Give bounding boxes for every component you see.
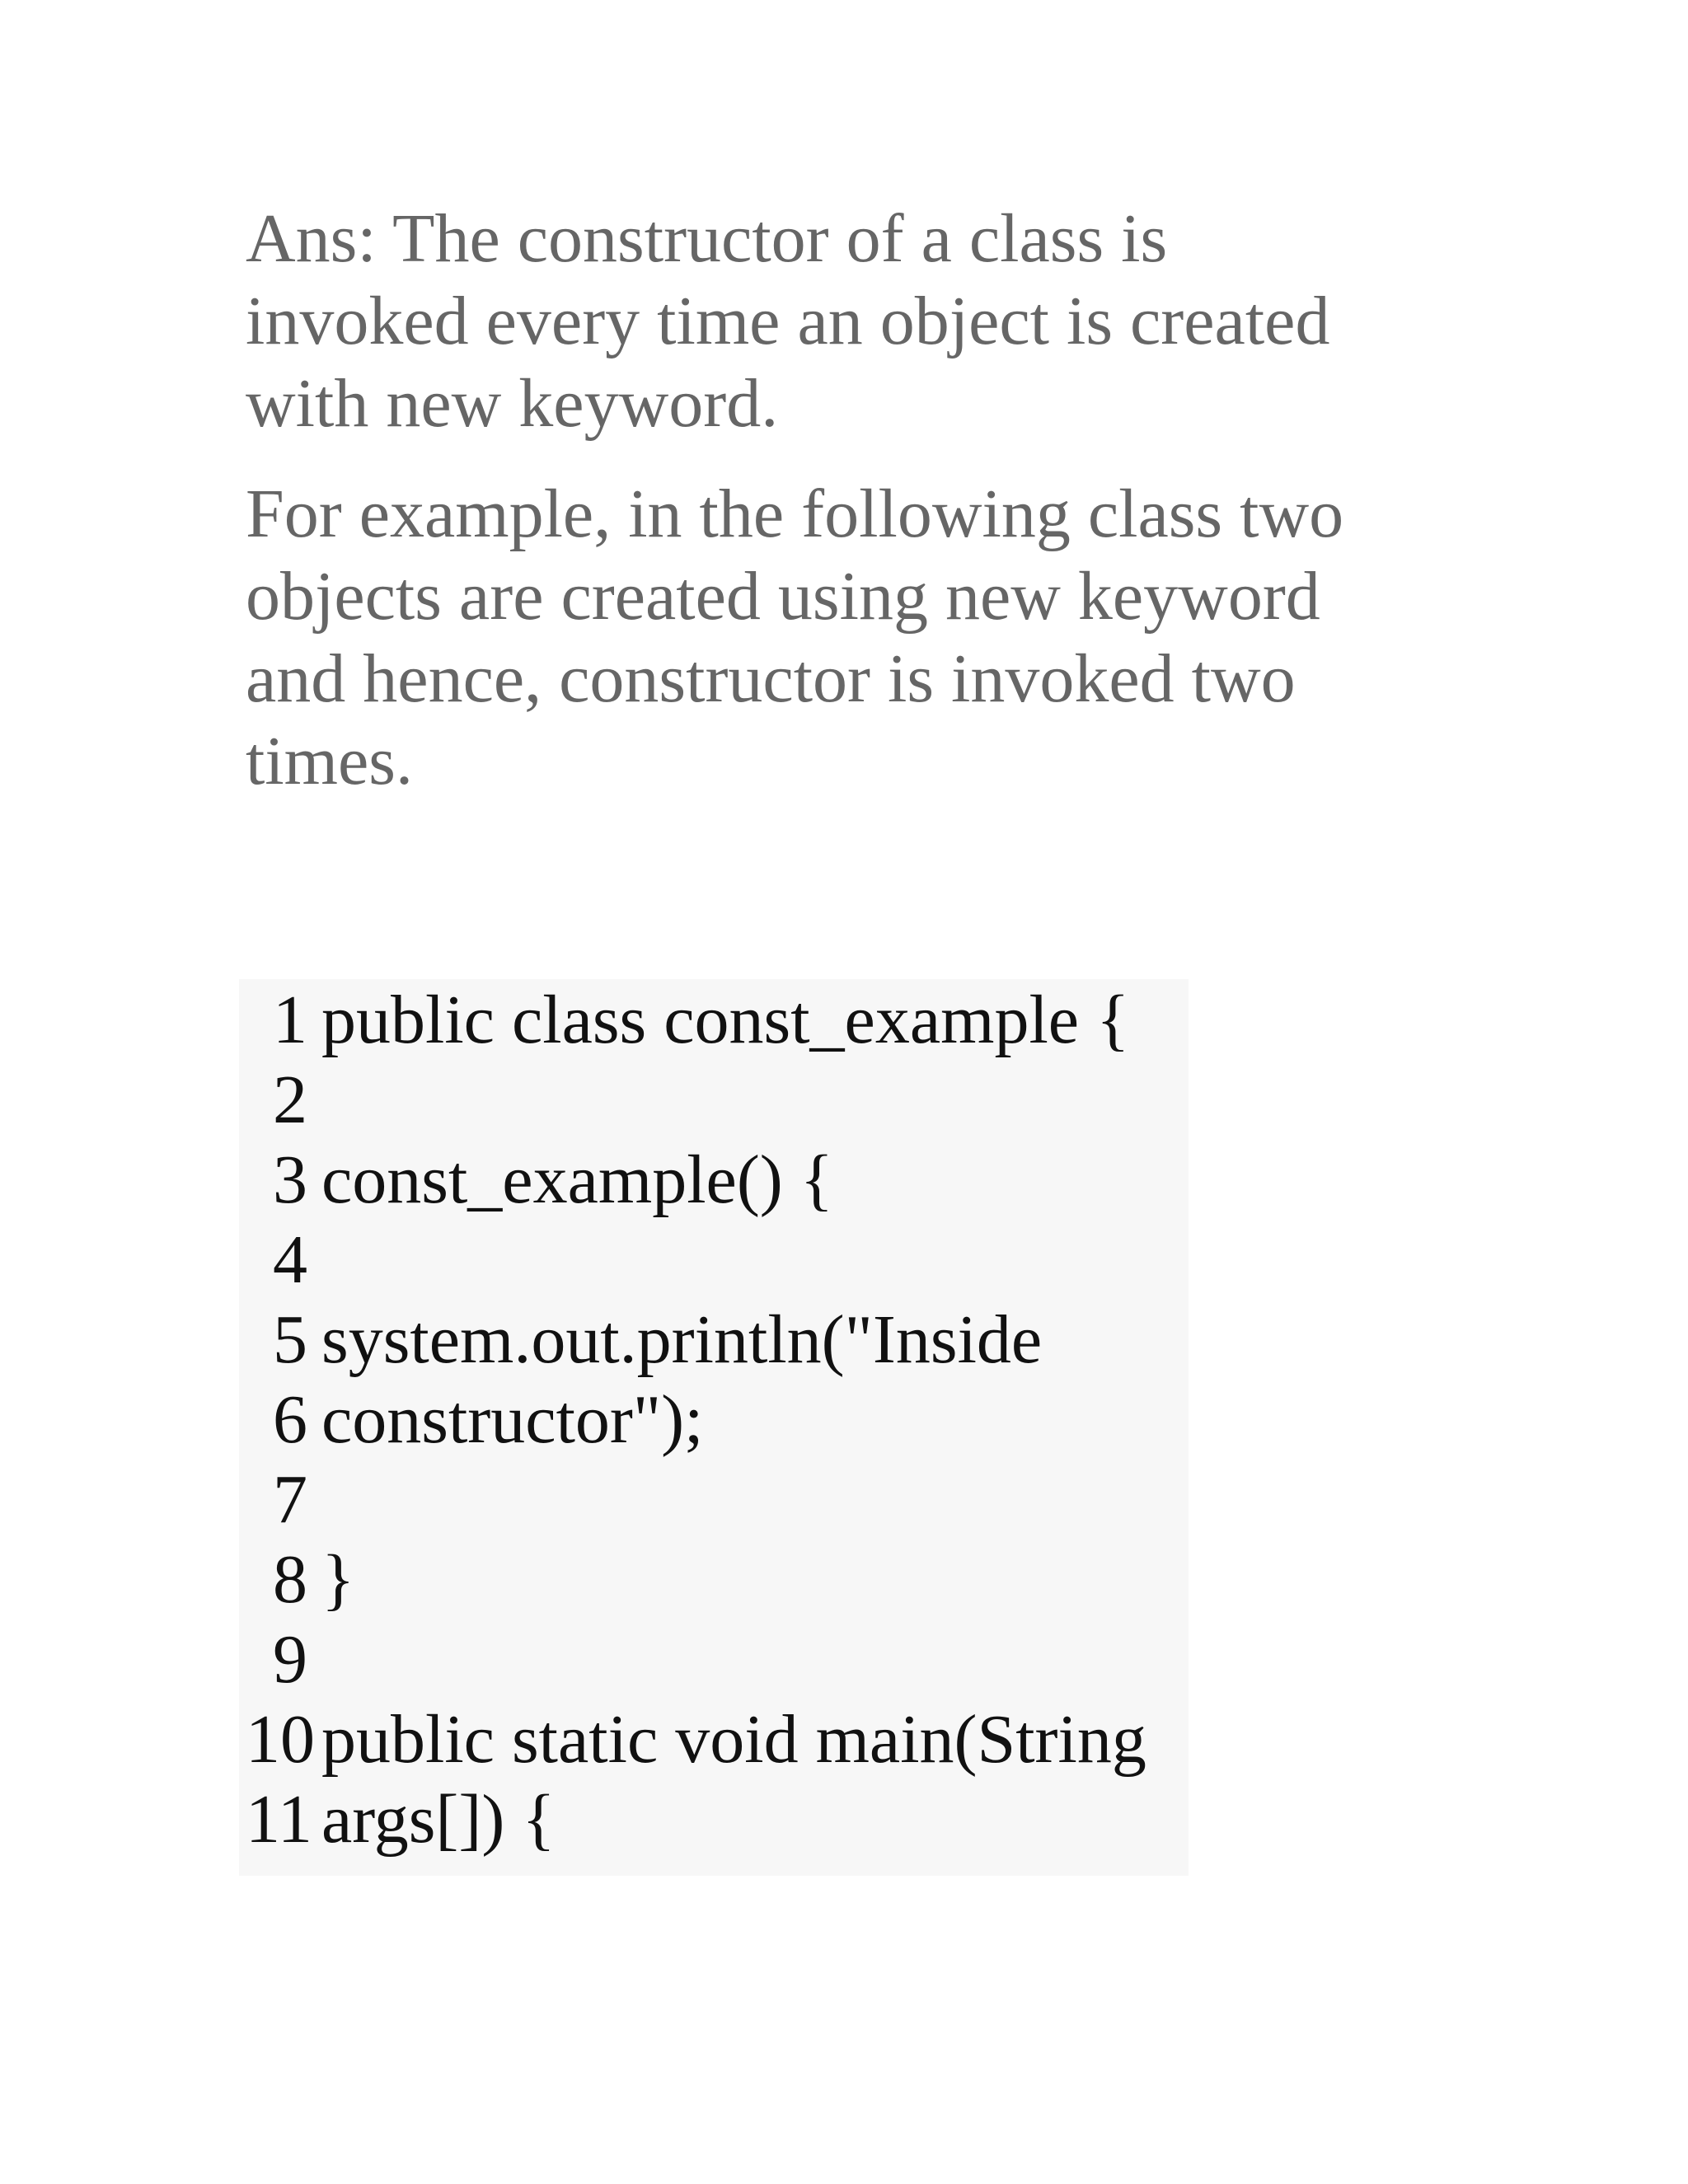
line-number: 2 (273, 1062, 307, 1138)
answer-line: For example, in the following class two (246, 476, 1344, 552)
code-line (239, 1379, 1189, 1461)
code-line (239, 1299, 1189, 1381)
code-text: public static void main(String (321, 1701, 1146, 1778)
line-number: 9 (273, 1621, 307, 1698)
code-text: public class const_example { (321, 982, 1130, 1058)
code-line (239, 1459, 1189, 1541)
answer-line: and hence, constructor is invoked two (246, 640, 1296, 717)
answer-line: Ans: The constructor of a class is (246, 200, 1168, 277)
code-line (239, 1699, 1189, 1781)
code-line (239, 979, 1189, 1062)
code-line (239, 1539, 1189, 1621)
answer-text (246, 198, 1465, 803)
line-number: 4 (273, 1221, 307, 1298)
code-text: } (321, 1541, 355, 1618)
code-text: const_example() { (321, 1141, 834, 1218)
code-line (239, 1059, 1189, 1141)
answer-paragraph-1 (246, 198, 1465, 445)
line-number: 8 (273, 1541, 307, 1618)
code-text: system.out.println("Inside (321, 1301, 1043, 1378)
code-line (239, 1219, 1189, 1301)
code-block (239, 979, 1189, 1876)
answer-line: times. (246, 723, 413, 799)
answer-line: objects are created using new keyword (246, 558, 1320, 635)
line-number: 1 (273, 982, 307, 1058)
line-number: 7 (273, 1461, 307, 1538)
line-number: 5 (273, 1301, 307, 1378)
line-number: 6 (273, 1381, 307, 1458)
line-number: 10 (246, 1701, 315, 1778)
answer-paragraph-2 (246, 473, 1465, 803)
line-number: 3 (273, 1141, 307, 1218)
code-line (239, 1779, 1189, 1861)
line-number: 11 (246, 1781, 312, 1858)
answer-line: with new keyword. (246, 365, 779, 442)
code-line (239, 1619, 1189, 1701)
answer-line: invoked every time an object is created (246, 283, 1330, 359)
code-text: constructor"); (321, 1381, 704, 1458)
code-text: args[]) { (321, 1781, 556, 1858)
code-line (239, 1139, 1189, 1221)
